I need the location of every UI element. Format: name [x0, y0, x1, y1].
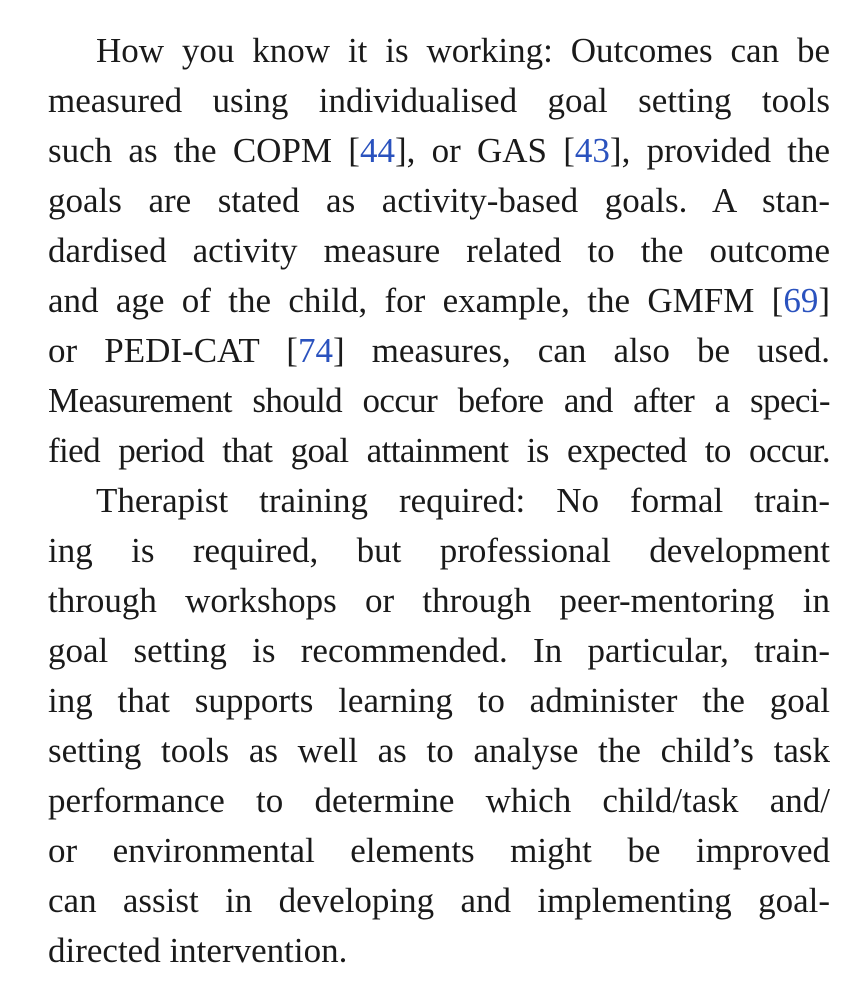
text-line [48, 676, 830, 726]
text-segment: ing is required, but professional development [48, 531, 830, 570]
article-body [48, 26, 830, 976]
text-line [48, 826, 830, 876]
text-segment: through workshops or through peer-mentoring in [48, 581, 830, 620]
text-segment: goals are stated as activity-based goals. A stan- [48, 181, 830, 220]
citation-link-74[interactable]: 74 [297, 331, 333, 370]
text-segment: such as the COPM [ [48, 131, 360, 170]
text-line [48, 876, 830, 926]
text-segment: measured using individualised goal setting tools [48, 81, 830, 120]
text-segment: or environmental elements might be improved [48, 831, 830, 870]
text-line [48, 926, 830, 976]
text-segment: setting tools as well as to analyse the child’s task [48, 731, 830, 770]
text-line [48, 126, 830, 176]
text-segment: Therapist training required: No formal train- [96, 481, 830, 520]
text-segment: directed intervention. [48, 931, 348, 970]
text-line [48, 26, 830, 76]
text-line [48, 726, 830, 776]
text-segment: fied period that goal attainment is expected to occur. [48, 431, 830, 470]
text-line [48, 326, 830, 376]
text-segment: ing that supports learning to administer the goal [48, 681, 830, 720]
paragraph-therapist-training [48, 476, 830, 976]
citation-link-43[interactable]: 43 [574, 131, 610, 170]
text-segment: goal setting is recommended. In particular, train- [48, 631, 830, 670]
text-line [48, 626, 830, 676]
text-segment: and age of the child, for example, the GMFM [ [48, 281, 784, 320]
text-segment: ], provided the [609, 131, 830, 170]
paragraph-outcomes [48, 26, 830, 476]
text-segment: How you know it is working: Outcomes can be [96, 31, 830, 70]
text-line [48, 476, 830, 526]
text-line [48, 526, 830, 576]
text-segment: performance to determine which child/task and/ [48, 781, 830, 820]
text-line [48, 76, 830, 126]
citation-link-69[interactable]: 69 [783, 281, 819, 320]
citation-link-44[interactable]: 44 [359, 131, 395, 170]
text-line [48, 376, 830, 426]
text-line [48, 576, 830, 626]
text-line [48, 776, 830, 826]
text-segment: ] measures, can also be used. [332, 331, 830, 370]
text-segment: ], or GAS [ [394, 131, 575, 170]
text-segment: ] [818, 281, 830, 320]
text-segment: or PEDI-CAT [ [48, 331, 298, 370]
text-line [48, 226, 830, 276]
text-line [48, 426, 830, 476]
text-segment: can assist in developing and implementing goal- [48, 881, 830, 920]
text-line [48, 276, 830, 326]
text-segment: Measurement should occur before and after a speci- [48, 381, 830, 420]
text-segment: dardised activity measure related to the outcome [48, 231, 830, 270]
text-line [48, 176, 830, 226]
